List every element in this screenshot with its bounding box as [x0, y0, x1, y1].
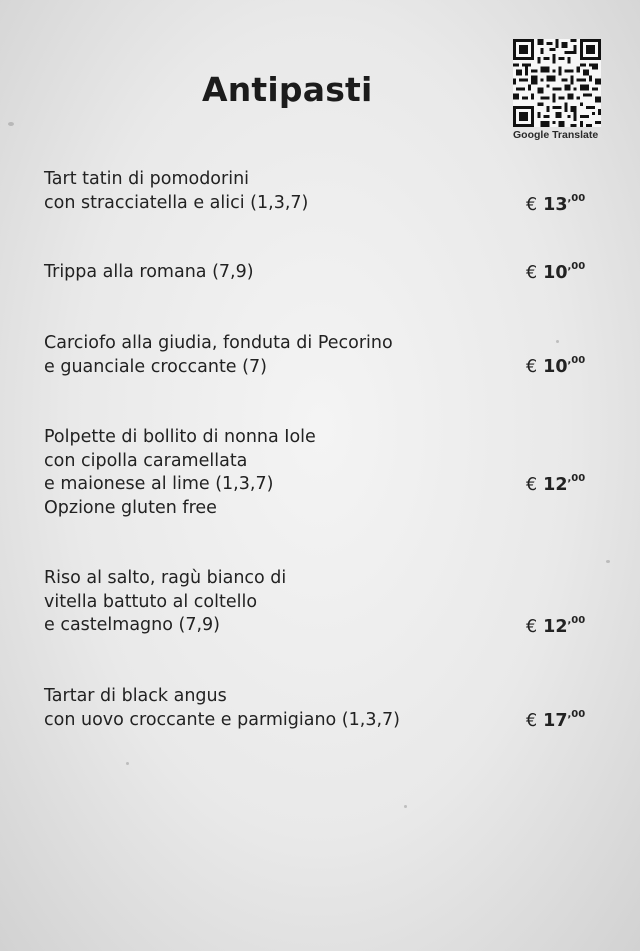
currency-symbol: €	[526, 263, 538, 283]
dish-line: con stracciatella e alici (1,3,7)	[44, 192, 309, 213]
price-cents: ,00	[567, 709, 586, 720]
dish-line: Trippa alla romana (7,9)	[44, 262, 254, 282]
dish-line: con uovo croccante e parmigiano (1,3,7)	[44, 709, 400, 730]
menu-item-description	[44, 332, 393, 379]
price-amount: 10	[543, 357, 568, 377]
menu-item-price	[526, 355, 585, 377]
dish-line: Tart tatin di pomodorini	[44, 169, 250, 189]
paper-speck	[556, 340, 559, 343]
price-amount: 12	[543, 475, 568, 495]
dish-line: Polpette di bollito di nonna Iole	[44, 427, 316, 447]
currency-symbol: €	[526, 711, 538, 731]
price-amount: 17	[543, 711, 568, 731]
page-title: Antipasti	[202, 70, 373, 109]
menu-item-price	[526, 193, 585, 215]
dish-line: Riso al salto, ragù bianco di	[44, 568, 287, 588]
price-cents: ,00	[567, 473, 586, 484]
qr-code-block[interactable]	[513, 39, 603, 141]
qr-caption: Google Translate	[513, 129, 599, 141]
price-amount: 10	[543, 263, 568, 283]
paper-speck	[126, 762, 129, 765]
dish-line: Tartar di black angus	[44, 686, 227, 706]
menu-item-description	[44, 261, 254, 285]
menu-item-description	[44, 168, 308, 215]
qr-code-icon[interactable]	[513, 39, 601, 127]
paper-speck	[606, 560, 610, 563]
menu-item-price	[526, 261, 585, 283]
menu-item-description	[44, 685, 400, 732]
menu-item-price	[526, 473, 585, 495]
price-amount: 12	[543, 617, 568, 637]
price-cents: ,00	[567, 615, 586, 626]
dish-line: e castelmagno (7,9)	[44, 615, 221, 635]
dish-line: Opzione gluten free	[44, 497, 217, 518]
dish-line: con cipolla caramellata	[44, 450, 248, 471]
menu-item-description	[44, 426, 316, 520]
menu-item-price	[526, 615, 585, 637]
dish-line: Carciofo alla giudia, fonduta di Pecorino	[44, 333, 393, 353]
dish-line: vitella battuto al coltello	[44, 591, 258, 612]
currency-symbol: €	[526, 195, 538, 215]
dish-line: e guanciale croccante (7)	[44, 356, 267, 377]
dish-line: e maionese al lime (1,3,7)	[44, 474, 274, 494]
price-amount: 13	[543, 195, 568, 215]
currency-symbol: €	[526, 617, 538, 637]
currency-symbol: €	[526, 357, 538, 377]
menu-item-description	[44, 567, 286, 638]
price-cents: ,00	[567, 193, 586, 204]
menu-item-price	[526, 709, 585, 731]
currency-symbol: €	[526, 475, 538, 495]
price-cents: ,00	[567, 261, 586, 272]
paper-speck	[8, 122, 14, 126]
price-cents: ,00	[567, 355, 586, 366]
paper-speck	[404, 805, 407, 808]
